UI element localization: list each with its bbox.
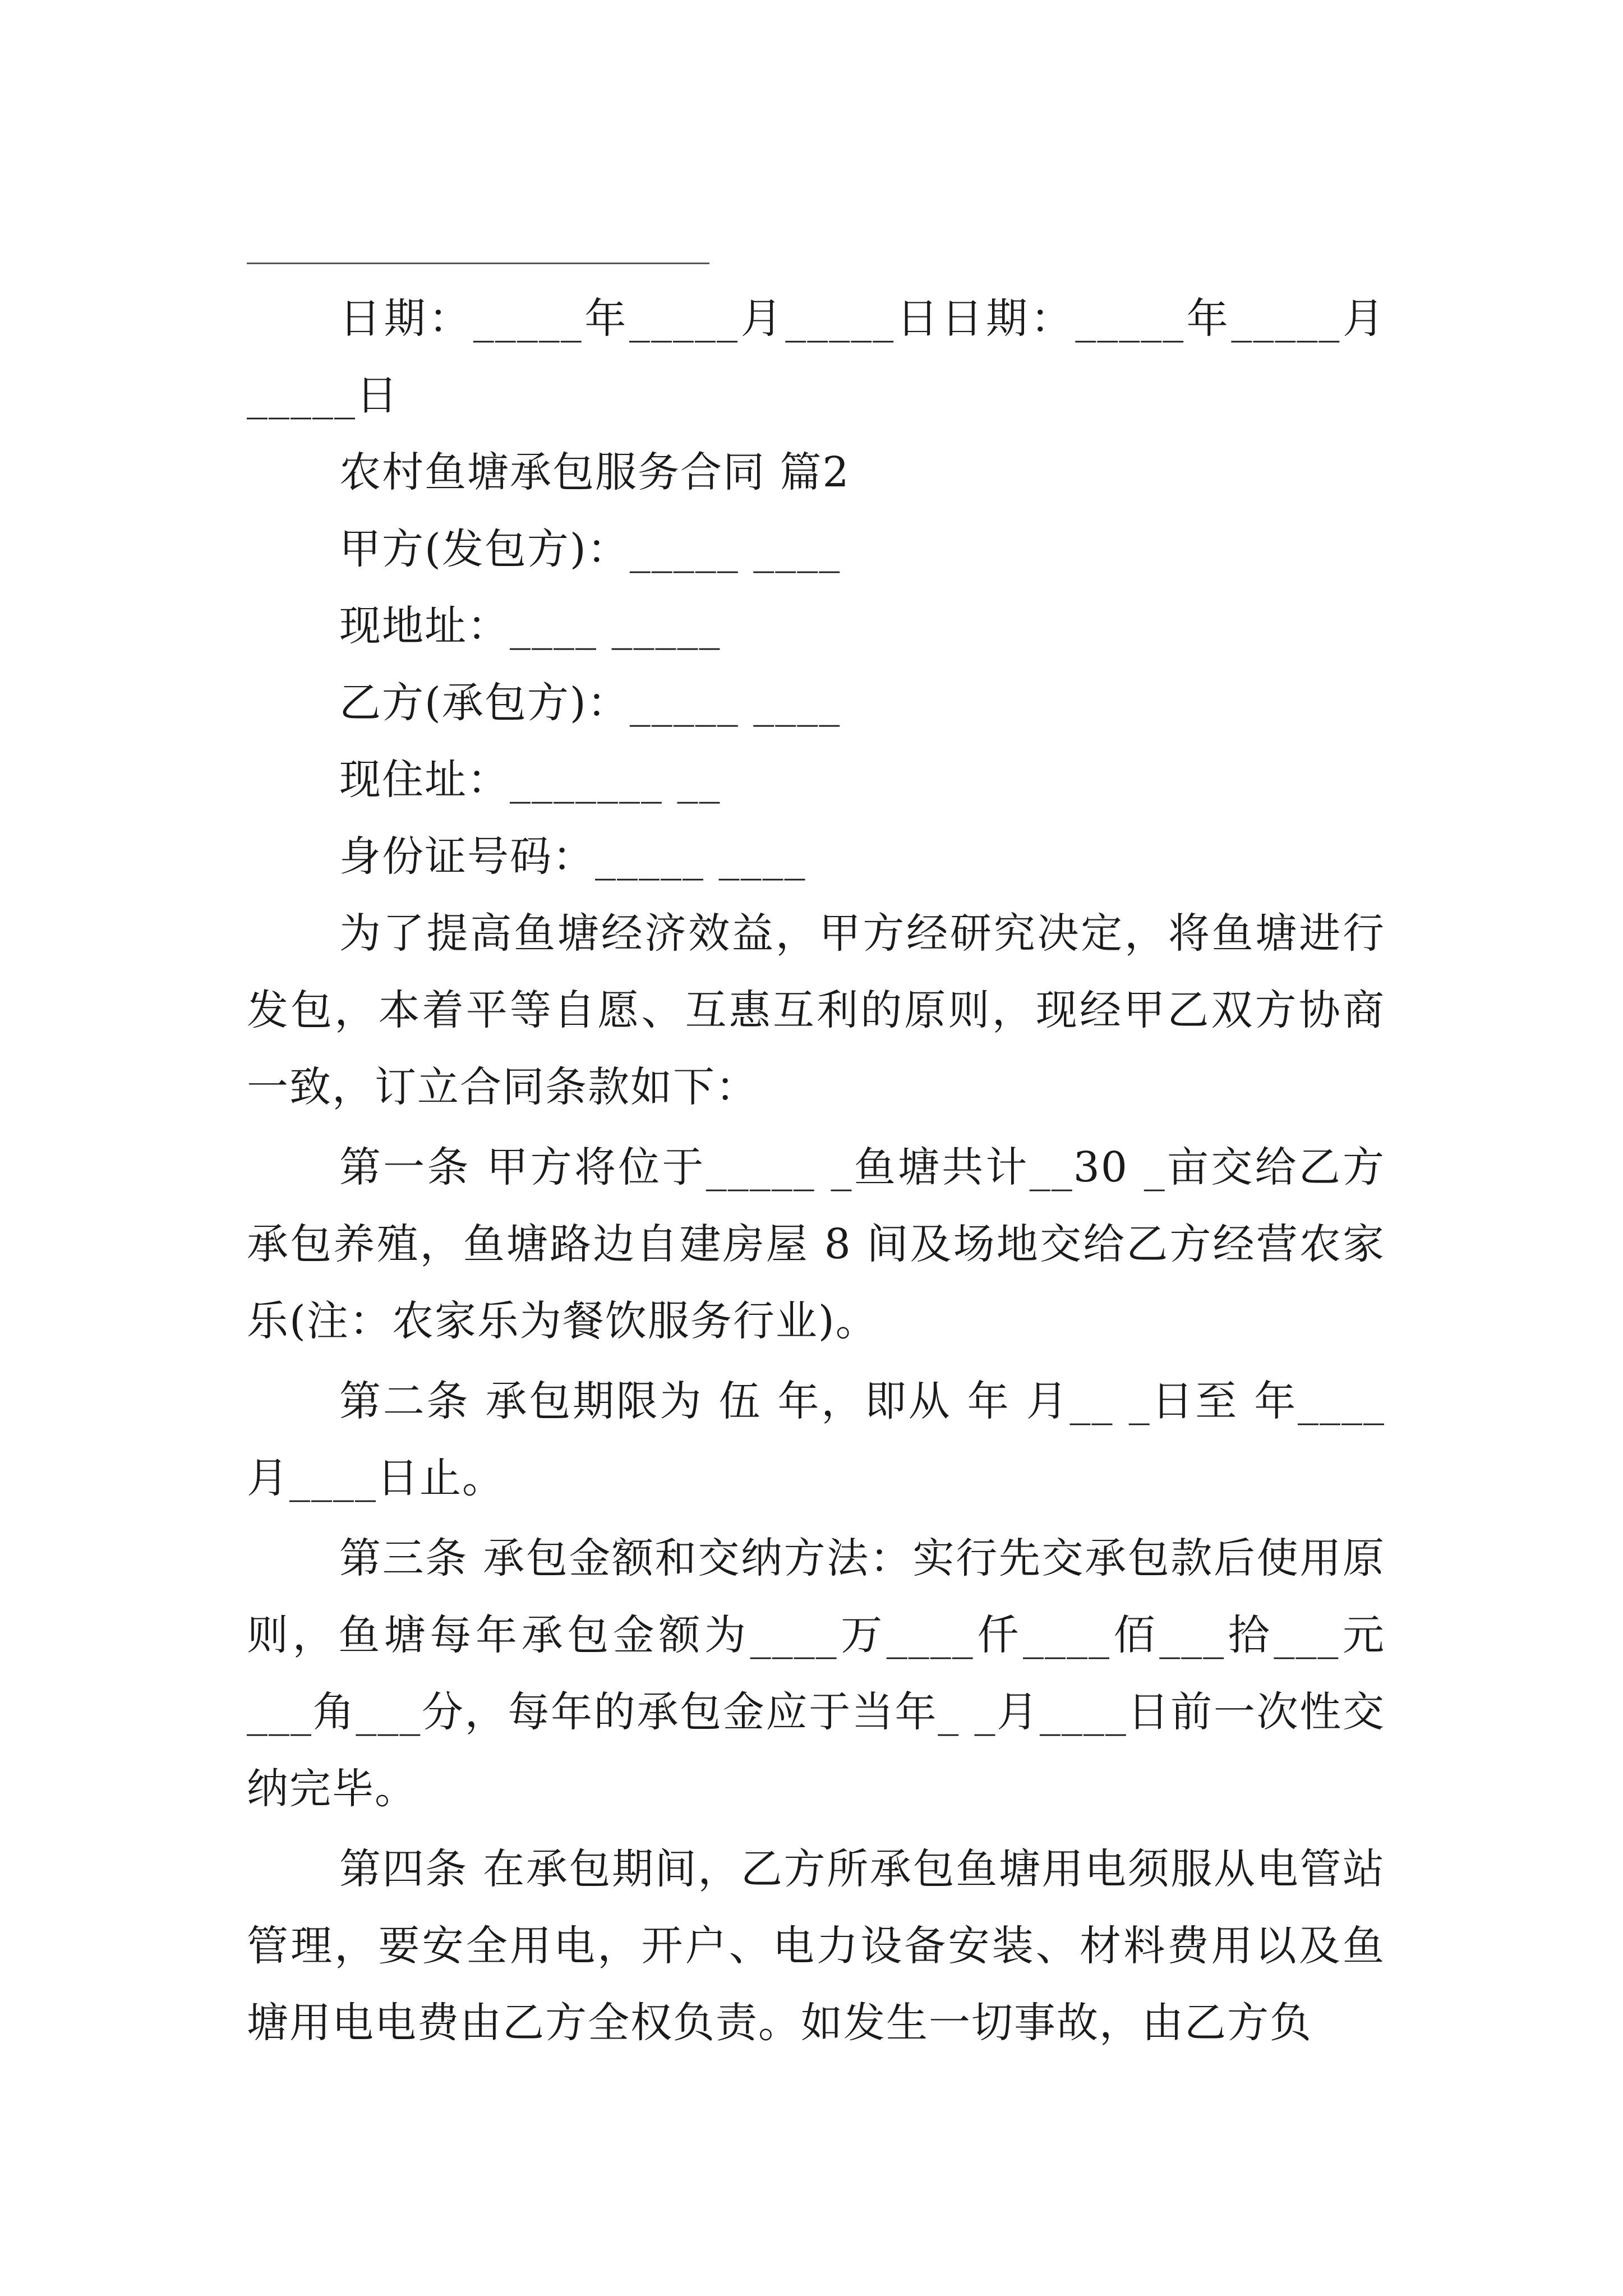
- party-b-line: 乙方(承包方)：_____ ____: [339, 679, 841, 727]
- article-3-paragraph: 第三条 承包金额和交纳方法：实行先交承包款后使用原则，鱼塘每年承包金额为____万____仟____佰___拾___元___角___分，每年的承包金应于当年_ _月____日前一次性交纳完毕。: [247, 1534, 1385, 1813]
- signature-underline: [247, 263, 709, 264]
- address-a-line: 现地址：____ _____: [339, 602, 721, 650]
- document-body: [247, 280, 1385, 2062]
- article-1-paragraph: 第一条 甲方将位于_____ _鱼塘共计__30 _亩交给乙方承包养殖，鱼塘路边自建房屋 8 间及场地交给乙方经营农家乐(注：农家乐为餐饮服务行业)。: [247, 1143, 1385, 1345]
- id-number-line: 身份证号码：_____ ____: [339, 832, 806, 881]
- article-4-paragraph: 第四条 在承包期间，乙方所承包鱼塘用电须服从电管站管理，要安全用电，开户、电力设备安装、材料费用以及鱼塘用电电费由乙方全权负责。如发生一切事故，由乙方负: [247, 1845, 1385, 2047]
- article-2-paragraph: 第二条 承包期限为 伍 年，即从 年 月__ _日至 年____月____日止。: [247, 1377, 1385, 1502]
- party-a-line: 甲方(发包方)：_____ ____: [339, 525, 841, 573]
- date-line: 日期：_____年_____月_____日日期：_____年_____月_____日: [247, 295, 1385, 420]
- section-title: 农村鱼塘承包服务合同 篇2: [339, 448, 850, 496]
- intro-paragraph: 为了提高鱼塘经济效益，甲方经研究决定，将鱼塘进行发包，本着平等自愿、互惠互利的原则，现经甲乙双方协商一致，订立合同条款如下：: [247, 909, 1385, 1111]
- address-b-line: 现住址：_______ __: [339, 756, 721, 804]
